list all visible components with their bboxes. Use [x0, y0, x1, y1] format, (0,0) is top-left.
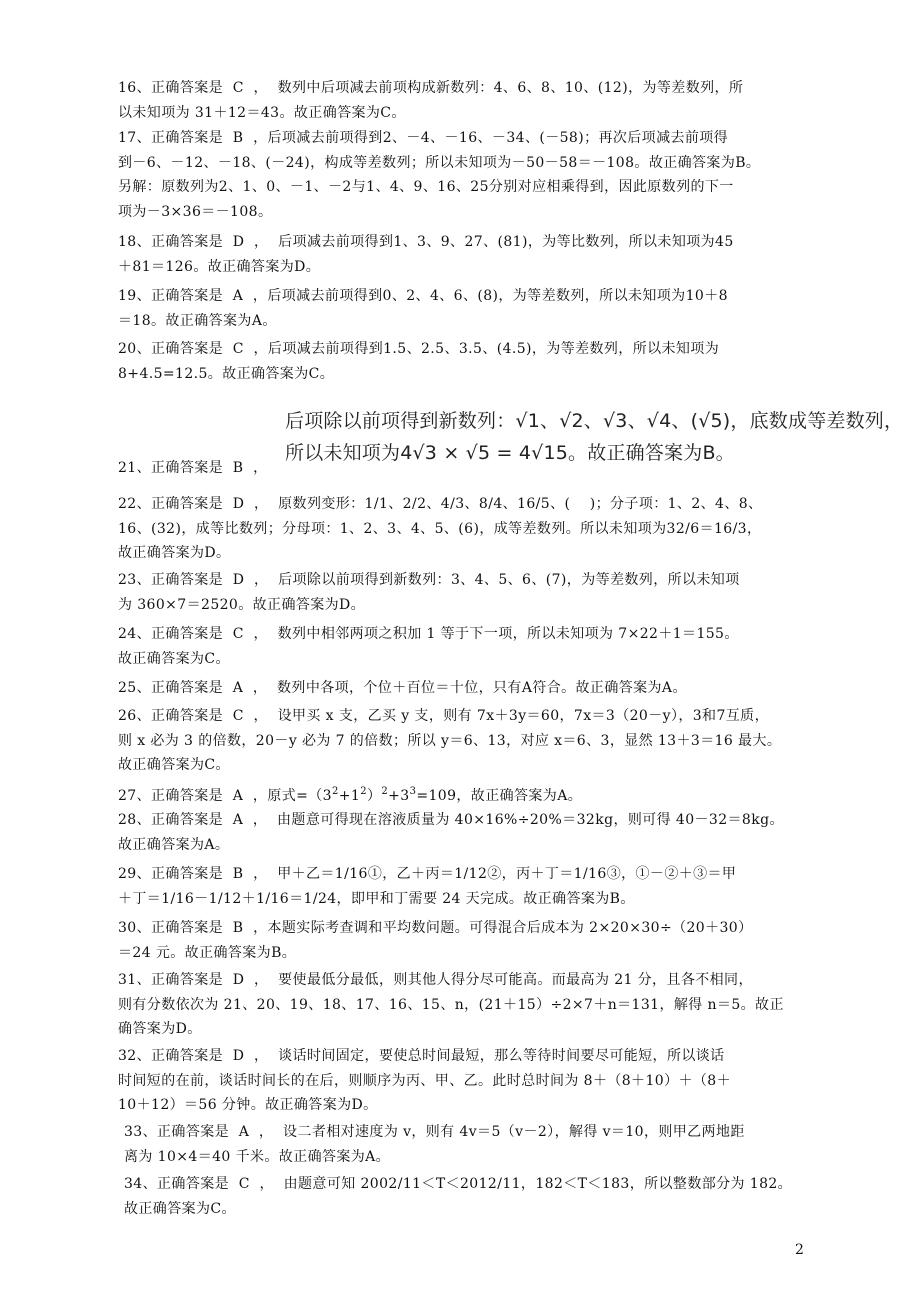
text-line: 22、正确答案是 D ， 原数列变形：1/1、2/2、4/3、8/4、16/5、( )；分子项：1、2、4、8、	[118, 496, 763, 512]
answer-20	[118, 337, 808, 386]
page-number: 2	[795, 1242, 804, 1258]
text-line: 到－6、－12、－18、(－24)，构成等差数列；所以未知项为－50－58＝－108。故正确答案为B。	[118, 154, 761, 171]
text-line: 时间短的在前，谈话时间长的在后，则顺序为丙、甲、乙。此时总时间为 8＋（8＋10）＋（8＋	[118, 1072, 731, 1089]
text-line: 10＋12）＝56 分钟。故正确答案为D。	[118, 1097, 378, 1113]
text-line: ＝18。故正确答案为A。	[118, 312, 277, 329]
text-line: 19、正确答案是 A ，后项减去前项得到0、2、4、6、(8)，为等差数列，所以未知项为10＋8	[118, 288, 728, 304]
text-line: 21、正确答案是 B ，	[118, 460, 268, 476]
text-line: 16、(32)，成等比数列；分母项：1、2、3、4、5、(6)，成等差数列。所以未知项为32/6＝16/3，	[118, 520, 762, 537]
text-line: 故正确答案为C。	[118, 757, 230, 773]
text-line: 27、正确答案是 A ，原式$=(3^2+1^2)^2+3^3=109$，故正确答案为A。	[118, 786, 583, 804]
text-line: 28、正确答案是 A ， 由题意可得现在溶液质量为 40×16%÷20%＝32kg，则可得 40－32＝8kg。	[118, 812, 784, 828]
answer-25	[118, 676, 808, 701]
answer-17	[118, 126, 808, 224]
text-line: 故正确答案为D。	[118, 545, 231, 561]
answer-33	[124, 1120, 814, 1169]
answer-24	[118, 622, 808, 671]
text-line: ＋丁＝1/16－1/12＋1/16＝1/24，即甲和丁需要 24 天完成。故正确答案为B。	[118, 890, 635, 907]
text-line: 25、正确答案是 A ， 数列中各项，个位＋百位＝十位，只有A符合。故正确答案为A。	[118, 680, 687, 696]
text-line: 33、正确答案是 A ， 设二者相对速度为 v，则有 4v＝5（v－2），解得 v＝10，则甲乙两地距	[124, 1124, 745, 1140]
text-line: ＝24 元。故正确答案为B。	[118, 944, 297, 961]
text-line: 则 x 必为 3 的倍数，20－y 必为 7 的倍数；所以 y＝6、13，对应 x＝6、3，显然 13＋3＝16 最大。	[118, 732, 782, 749]
answer-29	[118, 862, 808, 911]
answer-16	[118, 76, 808, 125]
answer-18	[118, 230, 808, 279]
text-line: 30、正确答案是 B ，本题实际考查调和平均数问题。可得混合后成本为 2×20×30÷（20＋30）	[118, 920, 753, 936]
text-line: 离为 10×4＝40 千米。故正确答案为A。	[124, 1148, 391, 1165]
text-line: 17、正确答案是 B ，后项减去前项得到2、－4、－16、－34、(－58)；再次后项减去前项得	[118, 130, 729, 146]
text-line: 18、正确答案是 D ， 后项减去前项得到1、3、9、27、(81)，为等比数列，所以未知项为45	[118, 234, 734, 250]
text-line: 24、正确答案是 C ， 数列中相邻两项之积加 1 等于下一项，所以未知项为 7×22＋1＝155。	[118, 626, 739, 642]
text-line: 则有分数依次为 21、20、19、18、17、16、15、n，(21＋15）÷2×7＋n＝131，解得 n＝5。故正	[118, 996, 784, 1013]
text-line: 另解：原数列为2、1、0、－1、－2与1、4、9、16、25分别对应相乘得到，因此原数列的下一	[118, 179, 734, 195]
text-line: 34、正确答案是 C ， 由题意可知 2002/11＜T＜2012/11，182＜T＜183，所以整数部分为 182。	[124, 1176, 793, 1192]
formula-line: 后项除以前项得到新数列：√1、√2、√3、√4、(√5)，底数成等差数列，	[285, 410, 904, 432]
answer-22	[118, 492, 808, 566]
answer-21	[118, 456, 808, 481]
answer-19	[118, 284, 808, 333]
text-line: 故正确答案为C。	[124, 1200, 236, 1217]
answer-26	[118, 704, 808, 778]
text-line: 23、正确答案是 D ， 后项除以前项得到新数列：3、4、5、6、(7)，为等差数列，所以未知项	[118, 572, 740, 588]
text-line: 8+4.5=12.5。故正确答案为C。	[118, 365, 335, 382]
answer-34	[124, 1172, 814, 1221]
text-line: 26、正确答案是 C ， 设甲买 x 支，乙买 y 支，则有 7x＋3y＝60，7x＝3（20－y），3和7互质，	[118, 708, 769, 724]
text-line: 项为－3×36＝－108。	[118, 203, 273, 220]
text-line: 32、正确答案是 D ， 谈话时间固定，要使总时间最短，那么等待时间要尽可能短，所以谈话	[118, 1048, 725, 1064]
text-line: 20、正确答案是 C ，后项减去前项得到1.5、2.5、3.5、(4.5)，为等差数列，所以未知项为	[118, 341, 720, 357]
text-line: 以未知项为 31＋12＝43。故正确答案为C。	[118, 104, 406, 121]
text-line: 29、正确答案是 B ， 甲＋乙＝1/16①，乙＋丙＝1/12②，丙＋丁＝1/16③，①－②＋③＝甲	[118, 866, 737, 882]
text-line: 故正确答案为C。	[118, 650, 230, 667]
text-line: 16、正确答案是 C ， 数列中后项减去前项构成新数列：4、6、8、10、(12)，为等差数列，所	[118, 80, 744, 96]
answer-31	[118, 968, 808, 1042]
text-line: 为 360×7＝2520。故正确答案为D。	[118, 596, 366, 613]
text-line: 31、正确答案是 D ， 要使最低分最低，则其他人得分尽可能高。而最高为 21 分，且各不相同，	[118, 972, 753, 988]
answer-32	[118, 1044, 808, 1118]
answer-28	[118, 808, 808, 857]
answer-30	[118, 916, 808, 965]
answer-23	[118, 568, 808, 617]
answer-27	[118, 780, 808, 809]
text-line: 确答案为D。	[118, 1021, 202, 1037]
text-line: 故正确答案为A。	[118, 836, 230, 853]
text-line: ＋81＝126。故正确答案为D。	[118, 258, 321, 275]
formula-line: 所以未知项为4√3 × √5 = 4√15。故正确答案为B。	[285, 442, 735, 464]
